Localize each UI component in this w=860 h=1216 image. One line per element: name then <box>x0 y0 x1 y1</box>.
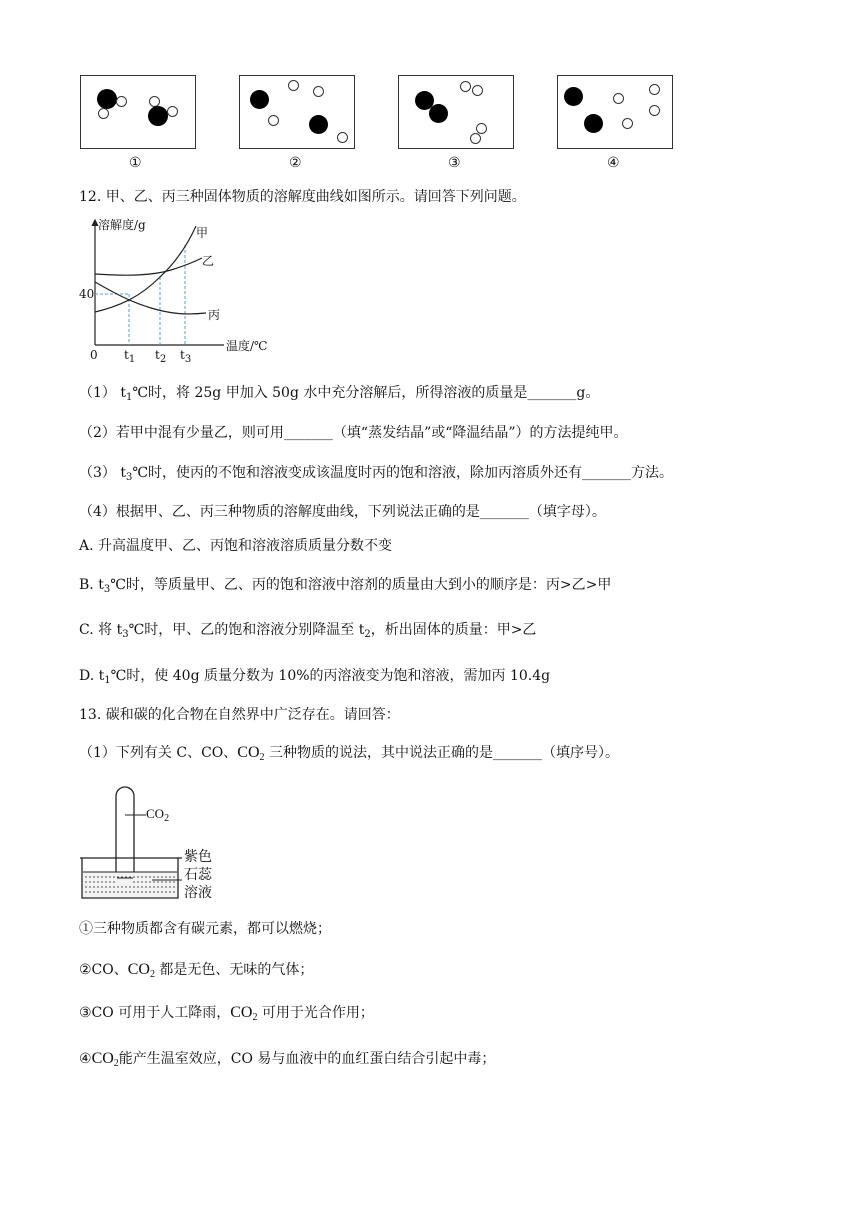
q12-option-c-sub1: 3 <box>122 629 129 640</box>
co2-sub: 2 <box>113 1058 119 1069</box>
tube-liquid <box>117 878 133 886</box>
co2-experiment-figure <box>78 782 238 900</box>
particle-filled <box>429 104 448 123</box>
test-tube <box>116 787 134 886</box>
particle-hollow <box>167 106 178 117</box>
co2-main: CO <box>230 1004 253 1021</box>
q12-part4: （4）根据甲、乙、丙三种物质的溶解度曲线，下列说法正确的是_______（填字母）。 <box>79 504 606 520</box>
particle-box-1 <box>80 75 196 149</box>
figure-label-1: ① <box>129 155 142 171</box>
particle-hollow <box>613 93 624 104</box>
q12-option-c-c: ，析出固体的质量：甲>乙 <box>370 622 537 638</box>
q12-option-b-sub: 3 <box>103 584 111 595</box>
particle-hollow <box>337 132 348 143</box>
particle-hollow <box>470 133 481 144</box>
q12-option-c-a: C. 将 t <box>79 622 123 638</box>
q13-part1 <box>79 744 619 767</box>
q12-option-a: A. 升高温度甲、乙、丙饱和溶液溶质质量分数不变 <box>79 538 393 554</box>
q13-statement-2-b: 都是无色、无味的气体； <box>154 962 314 978</box>
co2-main: CO <box>127 961 150 978</box>
xtick-t: t <box>124 348 129 362</box>
xtick-t1 <box>124 348 135 365</box>
particle-hollow <box>98 108 109 119</box>
co2-sub: 2 <box>259 752 265 763</box>
xtick-sub: 1 <box>128 354 136 365</box>
q12-option-c-sub2: 2 <box>364 629 371 640</box>
q13-statement-2-a: ②CO、 <box>79 962 128 978</box>
q12-option-b <box>79 576 611 599</box>
co2-sub: 2 <box>252 1012 258 1023</box>
curve-jia <box>95 226 196 312</box>
co2-label <box>146 806 169 824</box>
q12-part3-b: ℃时，使丙的不饱和溶液变成该温度时丙的饱和溶液，除加丙溶质外还有_______方法。 <box>132 465 674 481</box>
particle-hollow <box>313 86 324 97</box>
q12-part3 <box>79 464 673 487</box>
q12-option-b-a: B. t <box>79 577 104 593</box>
q13-statement-2 <box>79 961 313 984</box>
chart-ytick-40: 40 <box>79 287 95 301</box>
solubility-chart <box>76 214 276 369</box>
particle-filled <box>584 114 603 133</box>
q12-part3-a: （3） t <box>79 465 126 481</box>
particle-box-3 <box>398 75 514 149</box>
co2-main: CO <box>237 744 260 761</box>
particle-filled <box>309 115 328 134</box>
co2-label-main: CO <box>146 806 165 821</box>
q13-part1-b: 三种物质的说法，其中说法正确的是_______（填序号）。 <box>264 745 619 761</box>
q12-part3-sub: 3 <box>125 472 133 483</box>
q12-option-c-b: ℃时，甲、乙的饱和溶液分别降温至 t <box>128 622 365 638</box>
q12-option-d-a: D. t <box>79 668 105 684</box>
particle-hollow <box>460 81 471 92</box>
particle-hollow <box>649 84 660 95</box>
chart-ylabel: 溶解度/g <box>98 218 146 232</box>
curve-bing <box>95 282 206 314</box>
q13-statement-1: ①三种物质都含有碳元素，都可以燃烧； <box>79 921 331 937</box>
xtick-t: t <box>180 348 185 362</box>
xtick-sub: 3 <box>184 354 192 365</box>
figure-label-3: ③ <box>448 155 461 171</box>
particle-hollow <box>288 80 299 91</box>
chart-xlabel: 温度/℃ <box>226 339 268 353</box>
particle-filled <box>250 90 269 109</box>
co2-sub: 2 <box>149 969 155 980</box>
q13-statement-3 <box>79 1004 374 1027</box>
q12-option-b-b: ℃时，等质量甲、乙、丙的饱和溶液中溶剂的质量由大到小的顺序是：丙>乙>甲 <box>110 577 612 593</box>
particle-box-4 <box>557 75 673 149</box>
particle-hollow <box>116 96 127 107</box>
q12-part1 <box>79 384 599 407</box>
q12-stem: 12. 甲、乙、丙三种固体物质的溶解度曲线如图所示。请回答下列问题。 <box>79 189 526 205</box>
xtick-t: t <box>155 348 160 362</box>
q12-part1-sub: 1 <box>125 392 133 403</box>
xtick-t3 <box>180 348 191 365</box>
q13-part1-a: （1）下列有关 C、CO、 <box>79 745 238 761</box>
particle-hollow <box>268 115 279 126</box>
particle-hollow <box>622 118 633 129</box>
particle-hollow <box>649 105 660 116</box>
chart-origin: 0 <box>90 348 98 362</box>
particle-filled <box>148 106 168 126</box>
q13-stem: 13. 碳和碳的化合物在自然界中广泛存在。请回答： <box>79 707 400 723</box>
q12-part1-a: （1） t <box>79 385 126 401</box>
q12-option-d-sub: 1 <box>104 675 111 686</box>
particle-hollow <box>476 123 487 134</box>
particle-filled <box>97 89 117 109</box>
q13-statement-3-b: 可用于光合作用； <box>257 1005 374 1021</box>
q13-statement-3-a: ③CO 可用于人工降雨， <box>79 1005 231 1021</box>
co2-formula <box>128 961 155 978</box>
q12-option-d-b: ℃时，使 40g 质量分数为 10%的丙溶液变为饱和溶液，需加丙 10.4g <box>110 668 551 684</box>
litmus-label-line3: 溶液 <box>184 885 212 901</box>
q12-part2: （2）若甲中混有少量乙，则可用_______（填“蒸发结晶”或“降温结晶”）的方法提纯甲。 <box>79 425 628 441</box>
q12-part1-b: ℃时，将 25g 甲加入 50g 水中充分溶解后，所得溶液的质量是_______g。 <box>132 385 600 401</box>
q13-statement-4 <box>79 1050 495 1073</box>
litmus-label <box>184 848 224 902</box>
litmus-label-line1: 紫色 <box>184 849 212 865</box>
curve-label-yi: 乙 <box>202 254 215 268</box>
particle-filled <box>564 87 583 106</box>
litmus-label-line2: 石蕊 <box>184 867 212 883</box>
co2-formula <box>230 1004 257 1021</box>
curve-label-jia: 甲 <box>196 226 209 240</box>
curve-label-bing: 丙 <box>208 308 221 322</box>
co2-main: CO <box>91 1050 114 1067</box>
q13-statement-4-b: 能产生温室效应，CO 易与血液中的血红蛋白结合引起中毒； <box>118 1051 496 1067</box>
co2-formula <box>237 744 264 761</box>
curve-yi <box>95 258 202 275</box>
xtick-sub: 2 <box>159 354 167 365</box>
xtick-t2 <box>155 348 166 365</box>
q12-option-d <box>79 667 550 690</box>
figure-label-2: ② <box>289 155 302 171</box>
co2-formula <box>92 1050 119 1067</box>
figure-label-4: ④ <box>607 155 620 171</box>
q12-option-c <box>79 621 536 644</box>
q13-statement-4-a: ④ <box>79 1051 92 1067</box>
particle-hollow <box>472 85 483 96</box>
particle-box-2 <box>239 75 355 149</box>
co2-label-sub: 2 <box>164 813 170 824</box>
